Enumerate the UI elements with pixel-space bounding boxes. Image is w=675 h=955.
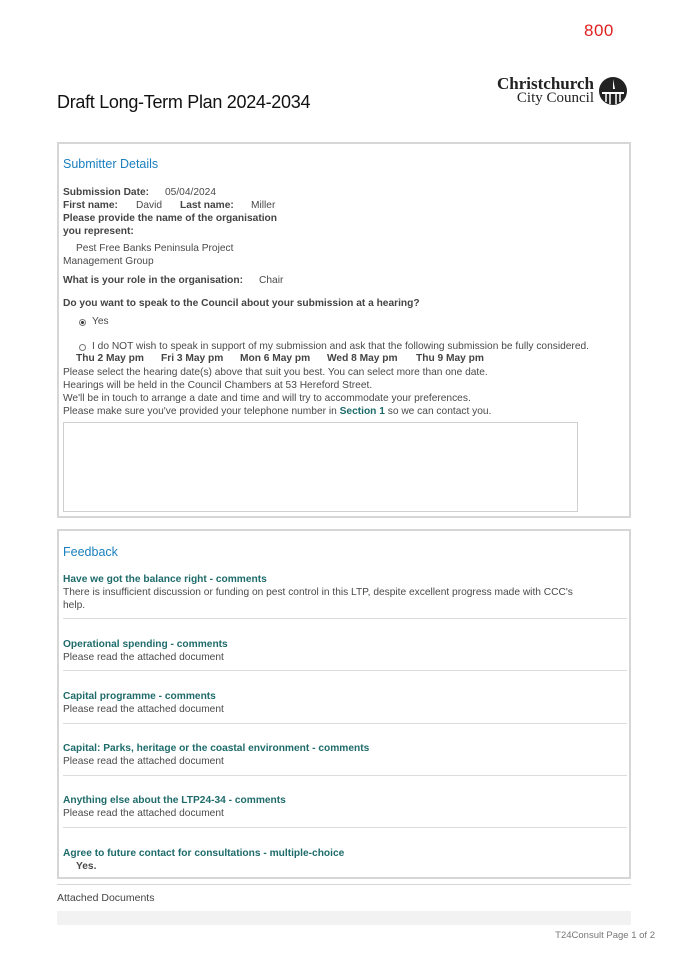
feedback-item-text-2: help. [63, 600, 86, 611]
divider [63, 775, 627, 776]
logo-line2: City Council [516, 90, 594, 106]
feedback-item-text: Yes. [76, 861, 97, 872]
divider [63, 618, 627, 619]
section-1-link[interactable]: Section 1 [339, 406, 385, 417]
logo-line1: Christchurch [497, 74, 594, 93]
hearing-date-3[interactable]: Mon 6 May pm [240, 353, 311, 364]
feedback-item-text: Please read the attached document [63, 756, 224, 767]
feedback-item-label: Agree to future contact for consultations - multiple-choice [63, 848, 345, 859]
feedback-item-label: Operational spending - comments [63, 639, 228, 650]
attachments-divider [57, 884, 631, 885]
feedback-item-text: Please read the attached document [63, 652, 224, 663]
role-value: Chair [259, 275, 284, 286]
radio-no[interactable] [79, 344, 86, 351]
feedback-item-text: Please read the attached document [63, 808, 224, 819]
feedback-item-label: Capital: Parks, heritage or the coastal environment - comments [63, 743, 370, 754]
submission-date-label: Submission Date: [63, 187, 150, 198]
role-label: What is your role in the organisation: [63, 275, 243, 286]
council-logo [498, 74, 628, 108]
feedback-item-label: Capital programme - comments [63, 691, 216, 702]
feedback-item-text: There is insufficient discussion or funding on pest control in this LTP, despite excellent progress made with CCC's [63, 587, 573, 598]
hearing-date-4[interactable]: Wed 8 May pm [327, 353, 398, 364]
submission-date-value: 05/04/2024 [165, 187, 216, 198]
hearing-date-2[interactable]: Fri 3 May pm [161, 353, 224, 364]
hearing-notes-textarea[interactable] [63, 422, 578, 512]
feedback-item-text: Please read the attached document [63, 704, 224, 715]
hearing-date-1[interactable]: Thu 2 May pm [76, 353, 144, 364]
first-name-label: First name: [63, 200, 118, 211]
attached-documents-list [57, 911, 631, 925]
feedback-panel [57, 529, 631, 879]
hearing-date-5[interactable]: Thu 9 May pm [416, 353, 484, 364]
submitter-details-panel [57, 142, 631, 518]
divider [63, 827, 627, 828]
org-value-line2: Management Group [63, 256, 154, 267]
divider [63, 723, 627, 724]
last-name-label: Last name: [180, 200, 234, 211]
page-footer: T24Consult Page 1 of 2 [555, 930, 655, 941]
option-no-label: I do NOT wish to speak in support of my submission and ask that the following submission be fully considered. [92, 341, 589, 352]
hearing-info-4: Please make sure you've provided your telephone number in Section 1 so we can contact you. [63, 406, 492, 417]
feedback-item-label: Have we got the balance right - comments [63, 574, 267, 585]
feedback-heading: Feedback [63, 545, 118, 559]
attached-documents-heading: Attached Documents [57, 892, 155, 904]
feedback-item-label: Anything else about the LTP24-34 - comments [63, 795, 286, 806]
hearing-info-3: We'll be in touch to arrange a date and time and will try to accommodate your preferences. [63, 393, 471, 404]
page-number: 800 [584, 21, 614, 40]
hearing-info-1: Please select the hearing date(s) above that suit you best. You can select more than one date. [63, 367, 488, 378]
cathedral-logo-icon [598, 76, 628, 106]
submitter-heading: Submitter Details [63, 157, 159, 171]
org-label-line1: Please provide the name of the organisation [63, 213, 277, 224]
hearing-question: Do you want to speak to the Council about your submission at a hearing? [63, 298, 420, 309]
radio-yes[interactable] [79, 319, 86, 326]
hearing-info-2: Hearings will be held in the Council Chambers at 53 Hereford Street. [63, 380, 373, 391]
page-title: Draft Long-Term Plan 2024-2034 [57, 92, 311, 112]
last-name-value: Miller [251, 200, 276, 211]
org-value-line1: Pest Free Banks Peninsula Project [76, 243, 234, 254]
option-yes-label: Yes [92, 316, 109, 327]
first-name-value: David [136, 200, 163, 211]
divider [63, 670, 627, 671]
org-label-line2: you represent: [63, 226, 134, 237]
